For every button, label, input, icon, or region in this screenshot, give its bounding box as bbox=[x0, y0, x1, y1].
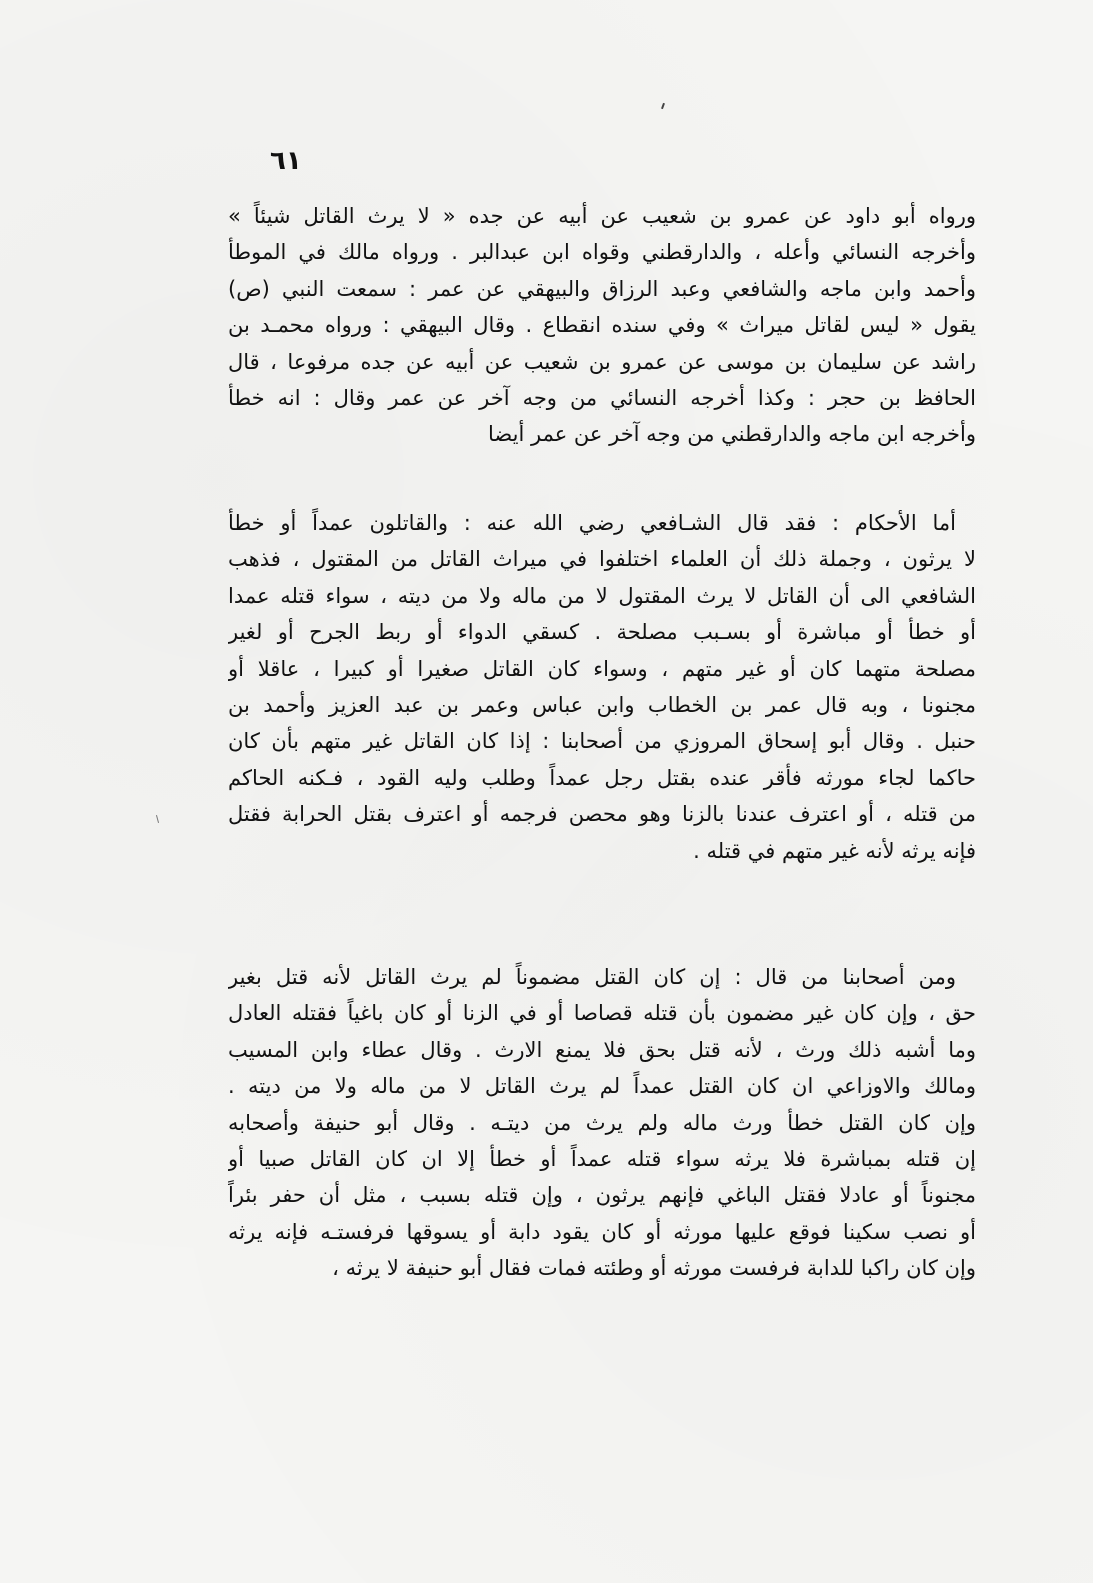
text-line: حنبل . وقال أبو إسحاق المروزي من أصحابنا : إذا كان القاتل غير متهم بأن كان bbox=[228, 729, 976, 754]
text-line: إن قتله بمباشرة فلا يرثه سواء قتله عمداً أو خطأ إلا ان كان القاتل صبيا أو bbox=[228, 1146, 976, 1171]
text-line: من قتله ، أو اعترف عندنا بالزنا وهو محصن فرجمه أو اعترف بقتل الحرابة فقتل bbox=[228, 802, 976, 827]
text-line: يقول « ليس لقاتل ميراث » وفي سنده انقطاع . وقال البيهقي : ورواه محمـد بن bbox=[228, 313, 976, 338]
paragraph-scholar-opinions bbox=[228, 959, 976, 1287]
text-line: أو نصب سكينا فوقع عليها مورثه أو كان يقود دابة أو يسوقها فرفستـه فإنه يرثه bbox=[228, 1219, 976, 1244]
text-line: وأخرجه ابن ماجه والدارقطني من وجه آخر عن عمر أيضا bbox=[488, 422, 976, 447]
text-line: فإنه يرثه لأنه غير متهم في قتله . bbox=[693, 838, 976, 863]
ink-speck bbox=[661, 103, 665, 109]
text-line: وأحمد وابن ماجه والشافعي وعبد الرزاق والبيهقي عن عمر : سمعت النبي (ص) bbox=[228, 276, 976, 301]
text-line: الشافعي الى أن القاتل لا يرث المقتول لا من ماله ولا من ديته ، سواء قتله عمدا bbox=[228, 583, 976, 608]
text-line: وأخرجه النسائي وأعله ، والدارقطني وقواه ابن عبدالبر . ورواه مالك في الموطأ bbox=[228, 240, 976, 265]
text-line: مصلحة متهما كان أو غير متهم ، وسواء كان القاتل صغيرا أو كبيرا ، عاقلا أو bbox=[228, 656, 976, 681]
text-line: حق ، وإن كان غير مضمون بأن قتله قصاصا أو في الزنا أو كان باغياً فقتله العادل bbox=[228, 1001, 976, 1026]
text-line: وما أشبه ذلك ورث ، لأنه قتل بحق فلا يمنع الارث . وقال عطاء وابن المسيب bbox=[228, 1037, 976, 1062]
ink-speck bbox=[156, 815, 159, 823]
text-line: الحافظ بن حجر : وكذا أخرجه النسائي من وجه آخر عن عمر وقال : انه خطأ bbox=[228, 385, 976, 410]
text-line: أما الأحكام : فقد قال الشـافعي رضي الله عنه : والقاتلون عمداً أو خطأ bbox=[228, 511, 956, 535]
text-line: راشد عن سليمان بن موسى عن عمرو بن شعيب عن أبيه عن جده مرفوعا ، قال bbox=[228, 349, 976, 374]
text-line: ومن أصحابنا من قال : إن كان القتل مضموناً لم يرث القاتل لأنه قتل بغير bbox=[228, 965, 956, 989]
text-line: لا يرثون ، وجملة ذلك أن العلماء اختلفوا في ميراث القاتل من المقتول ، فذهب bbox=[228, 547, 976, 572]
paragraph-rulings bbox=[228, 505, 976, 869]
text-line: حاكما لجاء مورثه فأقر عنده بقتل رجل عمداً وطلب وليه القود ، فـكنه الحاكم bbox=[228, 765, 976, 790]
text-line: مجنونا ، وبه قال عمر بن الخطاب وابن عباس وعمر بن عبد العزيز وأحمد بن bbox=[228, 692, 976, 717]
text-line: وإن كان القتل خطأ ورث ماله ولم يرث من ديتـه . وقال أبو حنيفة وأصحابه bbox=[228, 1110, 976, 1135]
text-line: وإن كان راكبا للدابة فرفست مورثه أو وطئته فمات فقال أبو حنيفة لا يرثه ، bbox=[332, 1256, 976, 1281]
text-line: مجنوناً أو عادلا فقتل الباغي فإنهم يرثون ، وإن قتله بسبب ، مثل أن حفر بئراً bbox=[228, 1183, 976, 1208]
text-line: أو خطأ أو مباشرة أو بسـبب مصلحة . كسقي الدواء أو ربط الجرح أو لغير bbox=[228, 620, 976, 645]
paragraph-hadith-sources bbox=[228, 198, 976, 453]
text-line: ورواه أبو داود عن عمرو بن شعيب عن أبيه عن جده « لا يرث القاتل شيئاً » bbox=[228, 204, 976, 228]
page-number: ٦١ bbox=[270, 146, 302, 176]
text-line: ومالك والاوزاعي ان كان القتل عمداً لم يرث القاتل لا من ماله ولا من ديته . bbox=[228, 1074, 976, 1099]
